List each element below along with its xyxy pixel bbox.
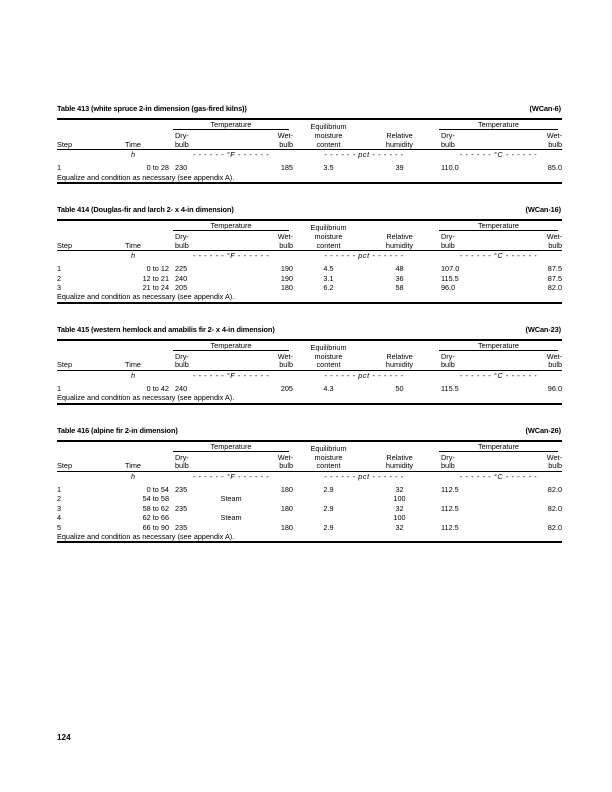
cell-rh: 36 xyxy=(395,273,404,283)
rh-header-line2: humidity xyxy=(385,360,414,370)
cell-dry-bulb-c: 107.0 xyxy=(441,264,460,274)
wet-bulb-header-c xyxy=(497,132,562,149)
temperature-span-f-label: Temperature xyxy=(210,441,252,451)
units-celsius xyxy=(435,472,562,481)
cell-time: 54 to 58 xyxy=(142,494,169,504)
header-span-row xyxy=(57,120,562,132)
rh-header-line1: Relative xyxy=(386,452,413,462)
cell-step: 4 xyxy=(57,513,62,523)
emc-header-line1: Equilibrium xyxy=(310,444,347,454)
units-hours: h xyxy=(130,150,136,160)
temperature-span-f xyxy=(169,442,293,454)
wet-bulb-header-c xyxy=(497,454,562,471)
dry-bulb-header-c-line1: Dry- xyxy=(441,232,455,241)
emc-header-line1: Equilibrium xyxy=(310,223,347,233)
dry-bulb-header-f-line2: bulb xyxy=(175,360,189,370)
kiln-schedule-table xyxy=(57,426,562,544)
cell-wet-bulb-c: 82.0 xyxy=(547,485,562,494)
cell-rh: 100 xyxy=(393,513,406,523)
step-header: Step xyxy=(57,461,73,471)
cell-wet-bulb-c xyxy=(497,513,562,522)
wet-bulb-header-f xyxy=(231,454,293,471)
cell-step: 3 xyxy=(57,503,62,513)
dry-bulb-header-c xyxy=(435,132,497,149)
dry-bulb-header-f xyxy=(169,132,231,149)
span-rule-f xyxy=(173,451,289,452)
cell-wet-bulb-c: 85.0 xyxy=(547,163,562,173)
table-schedule-code: (WCan-26) xyxy=(525,425,561,435)
emc-header-line2: moisture xyxy=(314,452,343,462)
wet-bulb-header-f xyxy=(231,353,293,370)
rh-header-line2: humidity xyxy=(385,139,414,149)
time-header: Time xyxy=(125,240,141,250)
table-row xyxy=(57,274,562,283)
wet-bulb-header-f-line1: Wet- xyxy=(277,232,293,241)
wet-bulb-header-f-line2: bulb xyxy=(279,240,293,250)
tables-container xyxy=(57,104,562,564)
units-fahrenheit xyxy=(169,251,293,260)
units-row xyxy=(57,251,562,260)
table-schedule-code: (WCan-16) xyxy=(525,205,561,214)
dry-bulb-header-f-line1: Dry- xyxy=(175,232,189,241)
footnote-row xyxy=(57,532,562,541)
wet-bulb-header-c-line1: Wet- xyxy=(546,131,562,140)
wet-bulb-header-c-line1: Wet- xyxy=(546,351,562,361)
wet-bulb-header-c-line2: bulb xyxy=(548,360,562,370)
units-celsius xyxy=(435,251,562,260)
wet-bulb-header-f-line1: Wet- xyxy=(277,452,293,462)
cell-time: 12 to 21 xyxy=(142,273,169,283)
time-header: Time xyxy=(125,461,141,471)
cell-time: 0 to 54 xyxy=(146,485,169,494)
units-hours: h xyxy=(130,472,136,481)
span-rule-f xyxy=(173,129,289,130)
footnote-row xyxy=(57,393,562,402)
cell-emc: 4.5 xyxy=(323,264,334,274)
wet-bulb-header-f-line1: Wet- xyxy=(277,351,293,361)
dry-bulb-header-c xyxy=(435,454,497,471)
units-hours: h xyxy=(130,251,136,261)
rh-header xyxy=(364,221,435,250)
emc-header xyxy=(293,120,364,149)
cell-time: 21 to 24 xyxy=(142,283,169,292)
rh-header xyxy=(364,341,435,370)
emc-header xyxy=(293,341,364,370)
kiln-schedule-table xyxy=(57,325,562,405)
cell-wet-bulb-f: 180 xyxy=(280,503,293,513)
table-bottom-rule xyxy=(57,182,562,184)
cell-step: 5 xyxy=(57,522,62,532)
footnote-row xyxy=(57,173,562,182)
temperature-span-c-label: Temperature xyxy=(478,441,519,451)
units-fahrenheit xyxy=(169,150,293,159)
table-caption-row xyxy=(57,104,562,113)
wet-bulb-header-c-line2: bulb xyxy=(548,461,562,471)
schedule-table xyxy=(57,442,562,542)
table-bottom-rule xyxy=(57,541,562,543)
dry-bulb-header-f-line2: bulb xyxy=(175,461,189,471)
rh-header xyxy=(364,442,435,471)
emc-header-line2: moisture xyxy=(314,131,343,140)
cell-dry-bulb-f: 225 xyxy=(175,264,188,274)
table-caption-row xyxy=(57,426,562,435)
dry-bulb-header-f-line2: bulb xyxy=(175,240,189,250)
table-row xyxy=(57,494,562,503)
units-celsius xyxy=(435,371,562,380)
header-span-row xyxy=(57,341,562,353)
schedule-table xyxy=(57,341,562,403)
cell-emc: 2.9 xyxy=(323,503,334,513)
time-header: Time xyxy=(125,139,141,149)
table-caption-title: Table 414 (Douglas-fir and larch 2- x 4-in dimension) xyxy=(57,205,234,214)
wet-bulb-header-c-line1: Wet- xyxy=(546,452,562,462)
cell-step: 2 xyxy=(57,494,62,504)
units-pct-label: - - - - - - pct - - - - - - xyxy=(324,472,404,481)
units-celsius-label: - - - - - - °C - - - - - - xyxy=(459,150,538,160)
units-pct xyxy=(293,472,435,481)
cell-dry-bulb-c xyxy=(435,494,497,503)
wet-bulb-header-f-line2: bulb xyxy=(279,461,293,471)
dry-bulb-header-c-line2: bulb xyxy=(441,240,455,250)
cell-emc: 4.3 xyxy=(323,384,334,393)
units-row xyxy=(57,371,562,380)
span-rule-c xyxy=(439,451,558,452)
equalize-footnote: Equalize and condition as necessary (see appendix A). xyxy=(57,532,235,542)
table-row xyxy=(57,481,562,494)
cell-steam: Steam xyxy=(220,494,242,504)
units-fahrenheit-label: - - - - - - °F - - - - - - xyxy=(192,251,270,261)
emc-header-line3: content xyxy=(316,240,341,250)
units-celsius-label: - - - - - - °C - - - - - - xyxy=(459,251,538,261)
units-celsius xyxy=(435,150,562,159)
cell-dry-bulb-c: 112.5 xyxy=(441,503,459,513)
cell-rh: 50 xyxy=(395,384,404,393)
cell-wet-bulb-c: 82.0 xyxy=(547,522,562,532)
cell-emc xyxy=(293,494,364,503)
dry-bulb-header-f-line1: Dry- xyxy=(175,131,189,140)
emc-header-line1: Equilibrium xyxy=(310,122,347,132)
cell-wet-bulb-f: 185 xyxy=(280,163,293,173)
units-pct-label: - - - - - - pct - - - - - - xyxy=(324,371,404,380)
units-celsius-label: - - - - - - °C - - - - - - xyxy=(459,371,538,380)
dry-bulb-header-c-line2: bulb xyxy=(441,461,455,471)
wet-bulb-header-f xyxy=(231,132,293,149)
equalize-footnote: Equalize and condition as necessary (see appendix A). xyxy=(57,393,235,403)
units-fahrenheit xyxy=(169,472,293,481)
wet-bulb-header-f xyxy=(231,233,293,250)
units-hours: h xyxy=(130,371,136,380)
table-row xyxy=(57,380,562,393)
step-header: Step xyxy=(57,240,73,250)
cell-time: 62 to 66 xyxy=(142,513,169,523)
wet-bulb-header-c xyxy=(497,233,562,250)
temperature-span-c-label: Temperature xyxy=(478,340,519,350)
temperature-span-c-label: Temperature xyxy=(478,120,519,129)
page-number: 124 xyxy=(57,733,71,742)
cell-wet-bulb-f: 180 xyxy=(280,283,293,292)
temperature-span-c-label: Temperature xyxy=(478,221,519,230)
cell-dry-bulb-f: 235 xyxy=(175,503,188,513)
units-pct-label: - - - - - - pct - - - - - - xyxy=(324,150,404,160)
cell-time: 58 to 62 xyxy=(142,503,169,513)
cell-time: 0 to 12 xyxy=(146,264,169,274)
dry-bulb-header-f-line1: Dry- xyxy=(175,452,189,462)
cell-wet-bulb-c xyxy=(497,494,562,503)
units-fahrenheit-label: - - - - - - °F - - - - - - xyxy=(192,371,270,380)
table-caption-row xyxy=(57,205,562,214)
cell-step: 2 xyxy=(57,273,62,283)
footnote-row xyxy=(57,292,562,301)
rh-header-line2: humidity xyxy=(385,461,414,471)
emc-header xyxy=(293,442,364,471)
dry-bulb-header-f-line1: Dry- xyxy=(175,351,189,361)
cell-rh: 58 xyxy=(395,283,404,292)
header-span-row xyxy=(57,221,562,233)
rh-header xyxy=(364,120,435,149)
cell-emc: 3.1 xyxy=(323,273,334,283)
cell-wet-bulb-c: 82.0 xyxy=(547,283,562,292)
schedule-table xyxy=(57,120,562,182)
table-schedule-code: (WCan-23) xyxy=(525,324,561,334)
dry-bulb-header-f xyxy=(169,233,231,250)
cell-wet-bulb-c: 87.5 xyxy=(547,273,562,283)
rh-header-line2: humidity xyxy=(385,240,414,250)
dry-bulb-header-c-line2: bulb xyxy=(441,139,455,149)
span-rule-f xyxy=(173,350,289,351)
dry-bulb-header-c-line1: Dry- xyxy=(441,452,455,462)
table-caption-title: Table 416 (alpine fir 2-in dimension) xyxy=(57,425,178,435)
table-row xyxy=(57,523,562,532)
cell-wet-bulb-c: 87.5 xyxy=(547,264,562,274)
units-fahrenheit-label: - - - - - - °F - - - - - - xyxy=(192,472,270,481)
cell-dry-bulb-c: 110.0 xyxy=(441,163,459,173)
dry-bulb-header-f xyxy=(169,353,231,370)
emc-header-line3: content xyxy=(316,360,341,370)
cell-dry-bulb-f: 240 xyxy=(175,384,188,393)
cell-wet-bulb-f: 180 xyxy=(280,522,293,532)
temperature-span-f-label: Temperature xyxy=(210,221,252,230)
cell-time: 0 to 28 xyxy=(146,163,169,173)
cell-dry-bulb-c: 112.5 xyxy=(441,485,459,494)
cell-dry-bulb-c: 112.5 xyxy=(441,522,459,532)
dry-bulb-header-c-line2: bulb xyxy=(441,360,455,370)
cell-rh: 100 xyxy=(393,494,406,504)
temperature-span-c xyxy=(435,341,562,353)
cell-wet-bulb-c: 82.0 xyxy=(547,503,562,513)
table-row xyxy=(57,513,562,522)
kiln-schedule-table xyxy=(57,205,562,304)
dry-bulb-header-c-line1: Dry- xyxy=(441,131,455,140)
cell-rh: 39 xyxy=(395,163,404,173)
table-caption-title: Table 415 (western hemlock and amabilis fir 2- x 4-in dimension) xyxy=(57,324,275,334)
units-pct xyxy=(293,371,435,380)
cell-wet-bulb-f: 180 xyxy=(280,485,293,494)
dry-bulb-header-f xyxy=(169,454,231,471)
rh-header-line1: Relative xyxy=(386,232,413,241)
dry-bulb-header-f-line2: bulb xyxy=(175,139,189,149)
units-row xyxy=(57,150,562,159)
table-row xyxy=(57,159,562,172)
emc-header xyxy=(293,221,364,250)
span-rule-c xyxy=(439,350,558,351)
cell-wet-bulb-f: 205 xyxy=(280,384,293,393)
time-header: Time xyxy=(125,360,141,370)
wet-bulb-header-f-line1: Wet- xyxy=(277,131,293,140)
cell-step: 3 xyxy=(57,283,62,292)
units-celsius-label: - - - - - - °C - - - - - - xyxy=(459,472,538,481)
cell-step: 1 xyxy=(57,485,62,494)
rh-header-line1: Relative xyxy=(386,351,413,361)
temperature-span-f-label: Temperature xyxy=(210,340,252,350)
temperature-span-f xyxy=(169,341,293,353)
cell-emc: 2.9 xyxy=(323,522,334,532)
table-caption-title: Table 413 (white spruce 2-in dimension (gas-fired kilns)) xyxy=(57,104,247,113)
rh-header-line1: Relative xyxy=(386,131,413,140)
table-bottom-rule xyxy=(57,302,562,304)
table-schedule-code: (WCan-6) xyxy=(529,104,561,113)
cell-dry-bulb-c: 115.5 xyxy=(441,273,459,283)
cell-time: 0 to 42 xyxy=(146,384,169,393)
cell-step: 1 xyxy=(57,264,62,274)
cell-emc xyxy=(293,513,364,522)
units-fahrenheit-label: - - - - - - °F - - - - - - xyxy=(192,150,270,160)
step-header: Step xyxy=(57,360,73,370)
header-span-row xyxy=(57,442,562,454)
wet-bulb-header-c xyxy=(497,353,562,370)
cell-dry-bulb-f: 235 xyxy=(175,485,188,494)
cell-rh: 48 xyxy=(395,264,404,274)
cell-dry-bulb-f: 230 xyxy=(175,163,188,173)
wet-bulb-header-c-line2: bulb xyxy=(548,240,562,250)
units-fahrenheit xyxy=(169,371,293,380)
table-caption-row xyxy=(57,325,562,334)
table-bottom-rule xyxy=(57,403,562,405)
temperature-span-c xyxy=(435,442,562,454)
cell-step: 1 xyxy=(57,163,62,173)
schedule-table xyxy=(57,221,562,302)
cell-dry-bulb-c: 115.5 xyxy=(441,384,459,393)
wet-bulb-header-f-line2: bulb xyxy=(279,139,293,149)
cell-wet-bulb-f: 190 xyxy=(280,264,293,274)
cell-rh: 32 xyxy=(395,503,404,513)
cell-steam: Steam xyxy=(220,513,242,523)
equalize-footnote: Equalize and condition as necessary (see appendix A). xyxy=(57,292,235,302)
kiln-schedule-table xyxy=(57,104,562,184)
cell-emc: 3.5 xyxy=(323,163,334,173)
cell-rh: 32 xyxy=(395,485,404,494)
span-rule-f xyxy=(173,230,289,231)
cell-dry-bulb-f: 240 xyxy=(175,273,188,283)
units-row xyxy=(57,472,562,481)
cell-dry-bulb-c xyxy=(435,513,497,522)
units-pct-label: - - - - - - pct - - - - - - xyxy=(324,251,404,261)
table-row xyxy=(57,504,562,513)
emc-header-line2: moisture xyxy=(314,351,343,361)
wet-bulb-header-c-line2: bulb xyxy=(548,139,562,149)
step-header: Step xyxy=(57,139,73,149)
cell-wet-bulb-c: 96.0 xyxy=(547,384,562,393)
table-row xyxy=(57,260,562,273)
span-rule-c xyxy=(439,230,558,231)
table-row xyxy=(57,283,562,292)
cell-time: 66 to 90 xyxy=(142,522,169,532)
dry-bulb-header-c xyxy=(435,353,497,370)
emc-header-line1: Equilibrium xyxy=(310,343,347,353)
dry-bulb-header-c-line1: Dry- xyxy=(441,351,455,361)
cell-dry-bulb-c: 96.0 xyxy=(441,283,456,292)
cell-step: 1 xyxy=(57,384,62,393)
span-rule-c xyxy=(439,129,558,130)
cell-emc: 2.9 xyxy=(323,485,334,494)
units-pct xyxy=(293,150,435,159)
emc-header-line2: moisture xyxy=(314,232,343,241)
cell-rh: 32 xyxy=(395,522,404,532)
dry-bulb-header-c xyxy=(435,233,497,250)
cell-emc: 6.2 xyxy=(323,283,334,292)
cell-dry-bulb-f: 205 xyxy=(175,283,188,292)
cell-wet-bulb-f: 190 xyxy=(280,273,293,283)
wet-bulb-header-c-line1: Wet- xyxy=(546,232,562,241)
cell-dry-bulb-f: 235 xyxy=(175,522,188,532)
wet-bulb-header-f-line2: bulb xyxy=(279,360,293,370)
units-pct xyxy=(293,251,435,260)
temperature-span-f-label: Temperature xyxy=(210,120,252,129)
equalize-footnote: Equalize and condition as necessary (see appendix A). xyxy=(57,172,235,182)
emc-header-line3: content xyxy=(316,461,341,471)
emc-header-line3: content xyxy=(316,139,341,149)
